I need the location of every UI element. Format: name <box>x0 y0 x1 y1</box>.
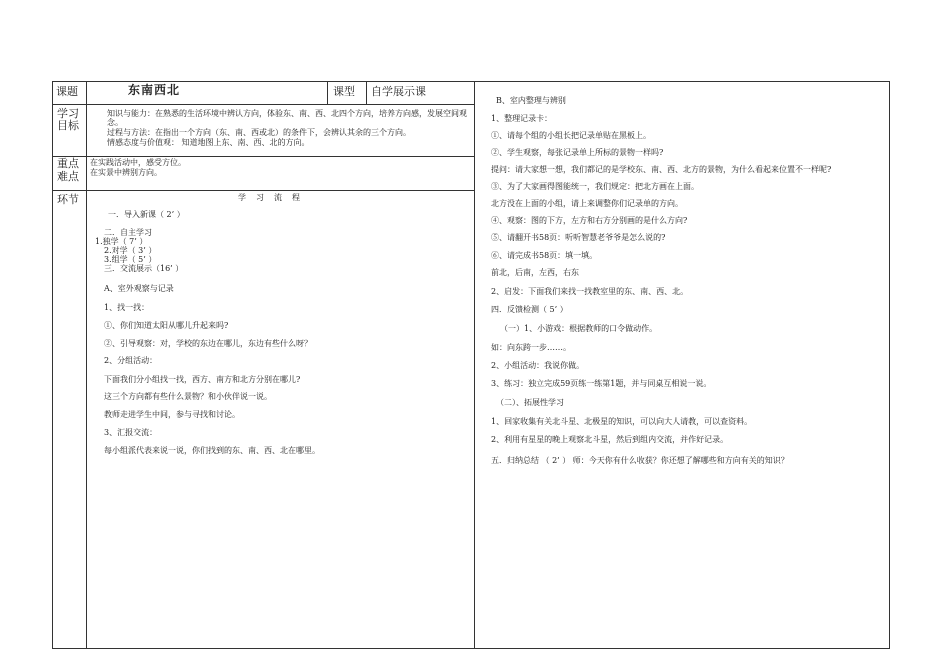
right-line: （一）1、小游戏：根据教师的口令做动作。 <box>500 324 658 333</box>
right-line: 五．归纳总结 （ 2’ ） 师：今天你有什么收获？你还想了解哪些和方向有关的知识？ <box>491 456 789 465</box>
right-line: 提问：请大家想一想，我们都记的是学校东、南、西、北方的景物，为什么看起来位置不一样呢? <box>491 165 832 174</box>
process-line: 这三个方向都有些什么景物？和小伙伴说一说。 <box>104 392 272 401</box>
process-line: 2.对学（ 3’ ） <box>104 246 157 255</box>
process-line: 2、分组活动： <box>104 356 158 365</box>
process-heading: 学习流程 <box>238 193 310 202</box>
goals-line: 念。 <box>107 118 123 127</box>
right-line: 2、利用有星星的晚上观察北斗星，然后到组内交流，并作好记录。 <box>491 435 729 444</box>
keypoints-label-line1: 重点 <box>57 157 79 170</box>
right-line: 如：向东跨一步……。 <box>491 343 571 352</box>
table-border-bottom <box>52 648 890 649</box>
goals-line: 情感态度与价值观： 知道地图上东、南、西、北的方向。 <box>107 138 310 147</box>
right-line: ⑤、请翻开书58页：听听智慧老爷爷是怎么说的? <box>491 233 666 242</box>
right-line: 1、回家收集有关北斗星、北极星的知识，可以向大人请教，可以查资料。 <box>491 417 753 426</box>
process-label: 环节 <box>57 193 79 206</box>
process-line: 下面我们分小组找一找，西方、南方和北方分别在哪儿? <box>104 375 301 384</box>
keypoints-line: 在实景中辨别方向。 <box>90 168 162 177</box>
subject-label: 课题 <box>56 85 78 98</box>
right-line: ②、学生观察，每张记录单上所标的景物一样吗? <box>491 148 664 157</box>
process-line: 3、汇报交流： <box>104 428 158 437</box>
right-line: 2、小组活动：我说你做。 <box>491 361 585 370</box>
type-value: 自学展示课 <box>371 85 426 98</box>
process-line: 三．交流展示（16’ ） <box>104 264 184 273</box>
keypoints-line: 在实践活动中，感受方位。 <box>90 158 186 167</box>
right-line: ①、请每个组的小组长把记录单贴在黑板上。 <box>491 131 651 140</box>
subject-title: 东南西北 <box>128 83 181 97</box>
row-divider-goals <box>52 156 474 157</box>
goals-label-line2: 目标 <box>57 119 79 132</box>
table-border-right <box>889 81 890 649</box>
label-column-divider <box>86 81 87 649</box>
right-line: 北方没在上面的小组，请上来调整你们记录单的方向。 <box>491 199 683 208</box>
right-line: ③、为了大家画得图能统一，我们规定：把北方画在上面。 <box>491 182 699 191</box>
right-line: 前北，后南，左西，右东 <box>491 268 579 277</box>
process-line: 教师走进学生中间，参与寻找和讨论。 <box>104 410 240 419</box>
right-line: ④、观察：图的下方，左方和右方分别画的是什么方向? <box>491 216 688 225</box>
right-line: B、室内整理与辨别 <box>496 96 566 105</box>
row-divider-header <box>52 104 474 105</box>
process-line: 1.独学（ 7’ ） <box>95 237 148 246</box>
goals-line: 知识与能力：在熟悉的生活环境中辨认方向，体验东、南、西、北四个方向，培养方向感，发展空间观 <box>107 109 467 118</box>
table-border-top <box>52 81 890 82</box>
right-line: （二）、拓展性学习 <box>496 398 564 407</box>
type-label-divider-right <box>366 81 367 104</box>
type-label: 课型 <box>333 85 355 98</box>
right-line: 四．反馈检测（ 5’ ） <box>491 305 568 314</box>
table-border-left <box>52 81 53 649</box>
row-divider-keypoints <box>52 190 474 191</box>
goals-label-line1: 学习 <box>57 107 79 120</box>
process-line: 1、找一找： <box>104 303 150 312</box>
process-line: 每小组派代表来说一说，你们找到的东、南、西、北在哪里。 <box>104 446 320 455</box>
process-line: 一．导入新课（ 2’ ） <box>108 210 185 219</box>
process-line: ②、引导观察：对，学校的东边在哪儿，东边有些什么呀？ <box>104 339 312 348</box>
right-line: 2、启发：下面我们来找一找教室里的东、南、西、北。 <box>491 287 689 296</box>
keypoints-label-line2: 难点 <box>57 170 79 183</box>
right-line: 1、整理记录卡： <box>491 114 553 123</box>
right-line: ⑥、请完成书58页：填一填。 <box>491 251 598 260</box>
process-line: 二．自主学习 <box>104 228 152 237</box>
process-line: ①、你们知道太阳从哪儿升起来吗? <box>104 321 229 330</box>
column-divider <box>474 81 475 649</box>
process-line: 3.组学（ 5’ ） <box>104 255 157 264</box>
goals-line: 过程与方法：在指出一个方向（东、南、西或北）的条件下，会辨认其余的三个方向。 <box>107 128 411 137</box>
type-label-divider-left <box>327 81 328 104</box>
right-line: 3、练习：独立完成59页练一练第1题，并与同桌互相说一说。 <box>491 379 712 388</box>
process-line: A、室外观察与记录 <box>104 284 174 293</box>
